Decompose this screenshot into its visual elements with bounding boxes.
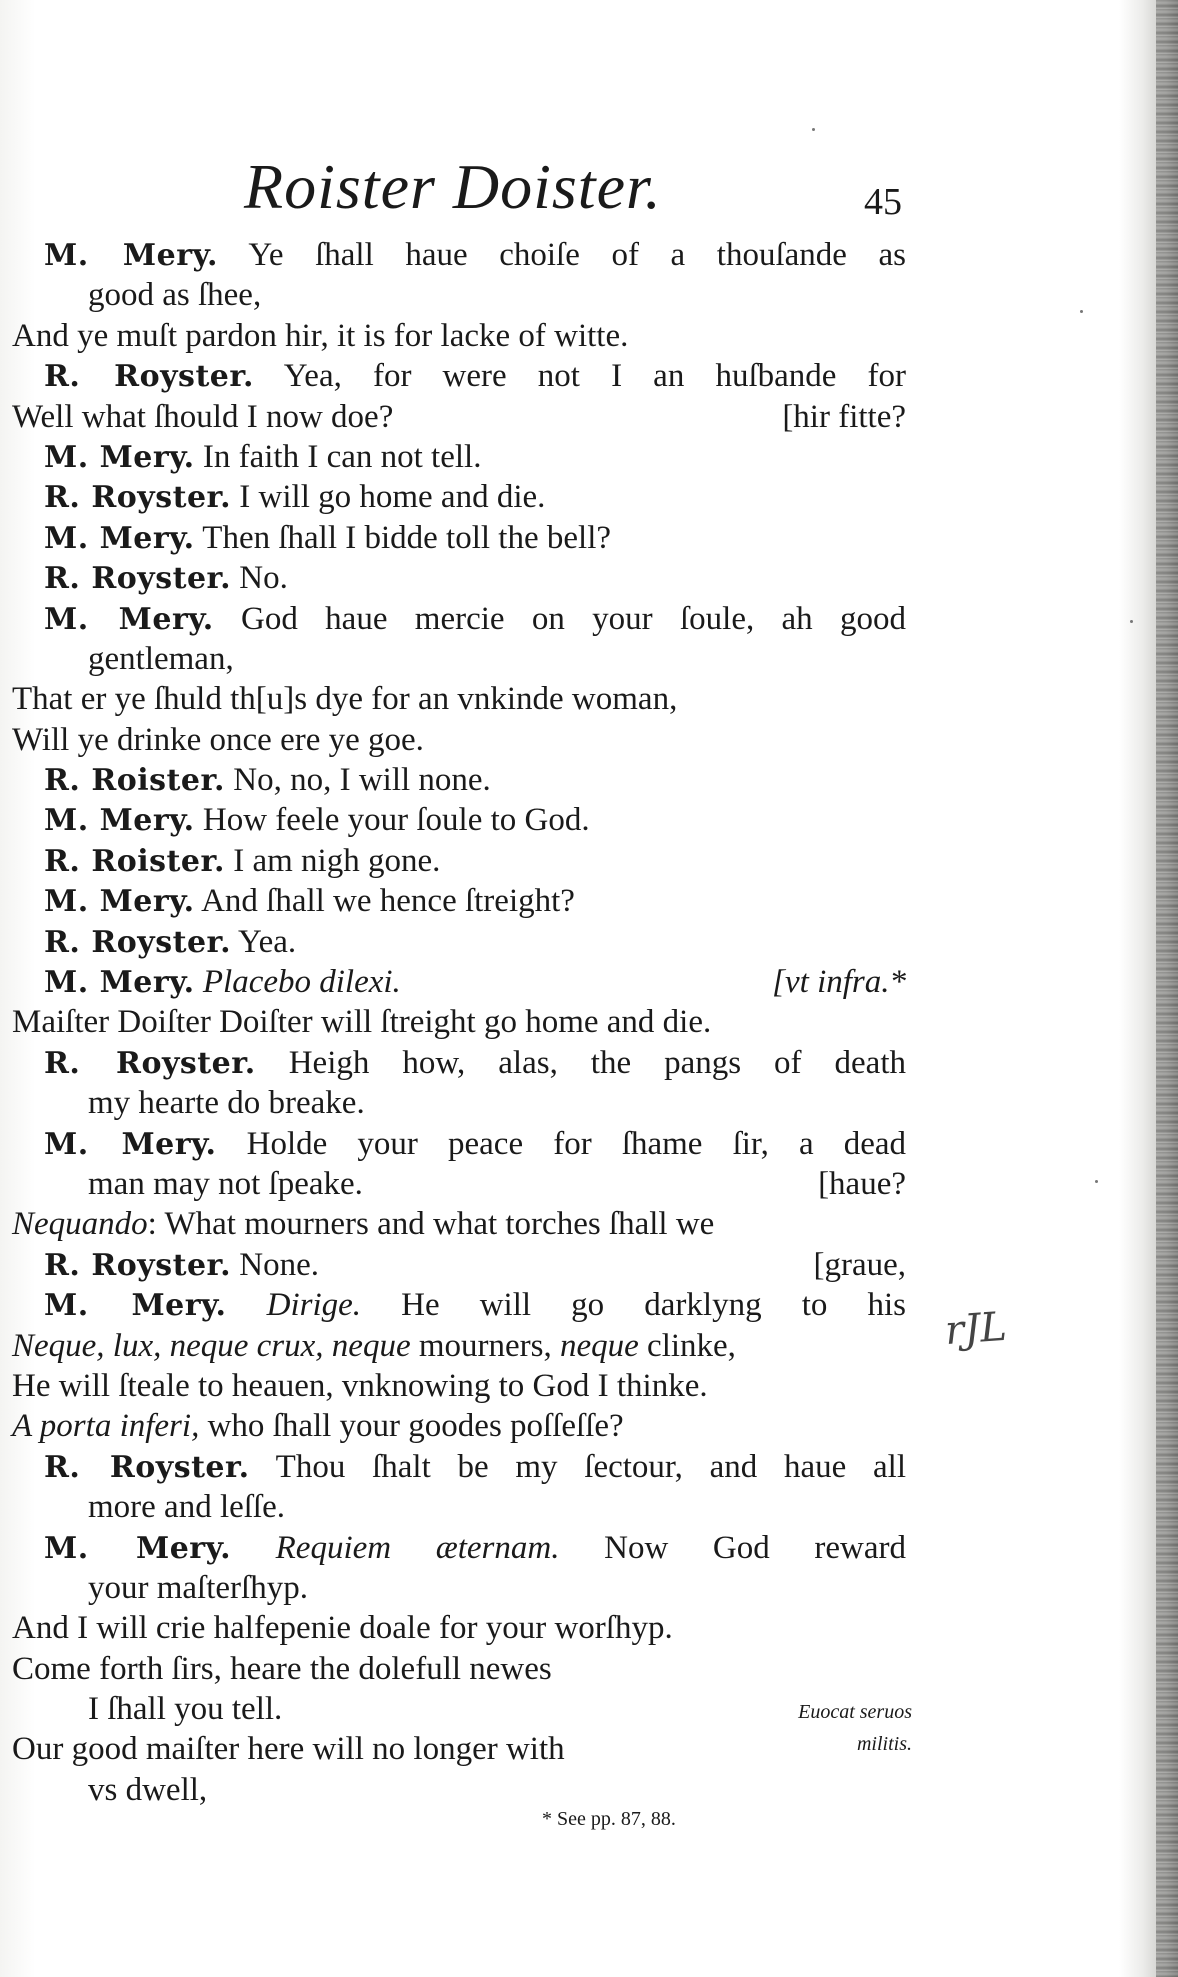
line-content <box>12 1408 624 1444</box>
speaker-name: M. Mery. <box>44 1126 217 1162</box>
line-text: Yea. <box>231 923 297 960</box>
text-line <box>0 1406 1178 1446</box>
line-content <box>88 1691 282 1727</box>
line-content <box>12 1651 552 1687</box>
text-line <box>0 477 1178 517</box>
line-content <box>44 1528 906 1569</box>
text-line <box>0 962 1178 1002</box>
line-content <box>12 1328 736 1364</box>
line-content <box>12 1731 565 1767</box>
line-content <box>44 1447 906 1488</box>
line-content <box>44 843 440 879</box>
line-content <box>44 599 906 640</box>
line-content <box>88 1166 363 1202</box>
text-line <box>0 1608 1178 1648</box>
line-content <box>44 356 906 397</box>
speaker-name: R. Royster. <box>44 1449 250 1485</box>
latin-phrase: Nequando <box>12 1206 148 1243</box>
line-text: No, no, I will none. <box>225 762 491 799</box>
speaker-name: R. Royster. <box>44 1045 256 1081</box>
line-text: : What mourners and what torches ſhall we <box>147 1206 715 1243</box>
speaker-name: M. Mery. <box>44 439 195 475</box>
text-line <box>0 800 1178 840</box>
latin-phrase: Neque, lux, neque crux, neque <box>12 1327 411 1364</box>
text-line <box>0 1043 1178 1083</box>
text-line <box>0 1204 1178 1244</box>
speaker-name: R. Roister. <box>44 843 225 879</box>
speaker-name: M. Mery. <box>44 1530 232 1566</box>
line-content <box>44 802 590 838</box>
line-content <box>44 479 545 515</box>
text-line <box>0 1164 1178 1204</box>
line-text: man may not ſpeake. <box>88 1165 363 1202</box>
text-line <box>0 1245 1178 1285</box>
text-line <box>0 1770 1178 1810</box>
line-text: Maiſter Doiſter Doiſter will ſtreight go home and die. <box>12 1004 712 1041</box>
line-text: Yea, for were not I an huſbande for <box>253 358 906 395</box>
line-text: No. <box>231 560 288 597</box>
text-line <box>0 437 1178 477</box>
right-hanging-text: [graue, <box>813 1246 906 1283</box>
speaker-name: M. Mery. <box>44 1288 227 1324</box>
line-text: I am nigh gone. <box>225 842 441 879</box>
line-content <box>12 1368 708 1404</box>
line-content <box>44 1285 906 1326</box>
line-text: God haue mercie on your ſoule, ah good <box>213 600 906 637</box>
line-text: gentleman, <box>88 640 234 677</box>
line-content <box>88 1085 365 1121</box>
running-title: Roister Doister. <box>244 151 662 222</box>
speaker-name: R. Royster. <box>44 561 232 597</box>
text-line <box>0 881 1178 921</box>
text-line <box>0 599 1178 639</box>
line-text: How feele your ſoule to God. <box>194 802 590 839</box>
line-text: my hearte do breake. <box>88 1085 365 1122</box>
line-content <box>44 1043 906 1084</box>
text-line <box>0 235 1178 275</box>
text-line <box>0 1568 1178 1608</box>
text-line <box>0 1366 1178 1406</box>
line-text: Heigh how, alas, the pangs of death <box>255 1044 906 1081</box>
stage-direction-line: militis. <box>856 1733 912 1755</box>
line-content <box>12 1004 711 1040</box>
line-content <box>88 1570 308 1606</box>
line-content <box>12 681 677 717</box>
right-hanging-text: [vt infra.* <box>772 964 906 1001</box>
page-header <box>0 150 1178 240</box>
line-text: more and leſſe. <box>88 1489 286 1526</box>
play-text <box>0 235 1178 1810</box>
text-line <box>0 841 1178 881</box>
text-line <box>0 1487 1178 1527</box>
line-text: None. <box>231 1246 320 1283</box>
line-content <box>88 641 234 677</box>
line-text: Come forth ſirs, heare the dolefull newes <box>12 1650 552 1687</box>
latin-phrase: Placebo dilexi. <box>194 964 401 1001</box>
speaker-name: M. Mery. <box>44 520 195 556</box>
line-text: I will go home and die. <box>231 479 546 516</box>
line-text: mourners, <box>410 1327 560 1364</box>
speaker-name: M. Mery. <box>44 601 214 637</box>
text-line <box>0 1649 1178 1689</box>
line-content <box>88 277 261 313</box>
line-content <box>44 1124 906 1165</box>
text-line <box>0 316 1178 356</box>
stage-direction <box>746 1696 912 1760</box>
text-line <box>0 1083 1178 1123</box>
latin-phrase: Dirige. <box>226 1287 362 1324</box>
line-text: And I will crie halfepenie doale for your worſhyp. <box>12 1610 673 1647</box>
speaker-name: R. Royster. <box>44 359 254 395</box>
line-content <box>88 1772 207 1808</box>
line-text: Now God reward <box>559 1529 906 1566</box>
line-text: Well what ſhould I now doe? <box>12 398 394 435</box>
line-content <box>12 318 628 354</box>
line-content <box>44 762 491 798</box>
text-line <box>0 1729 1178 1769</box>
text-line <box>0 558 1178 598</box>
line-content <box>12 399 393 435</box>
right-hanging-text: [hir fitte? <box>782 398 906 435</box>
line-text: good as ſhee, <box>88 277 262 314</box>
speaker-name: M. Mery. <box>44 884 195 920</box>
text-line <box>0 356 1178 396</box>
line-text: In faith I can not tell. <box>194 438 482 475</box>
speaker-name: R. Royster. <box>44 924 232 960</box>
text-line <box>0 1002 1178 1042</box>
line-text: vs dwell, <box>88 1771 208 1808</box>
text-line <box>0 275 1178 315</box>
text-line <box>0 720 1178 760</box>
text-line <box>0 1124 1178 1164</box>
line-text: Will ye drinke once ere ye goe. <box>12 721 424 758</box>
latin-phrase: Requiem æternam. <box>231 1529 560 1566</box>
line-content <box>44 883 575 919</box>
line-content <box>44 439 481 475</box>
line-text: Then ſhall I bidde toll the bell? <box>194 519 612 556</box>
footnote: * See pp. 87, 88. <box>542 1808 676 1830</box>
line-content <box>44 964 401 1000</box>
line-content <box>12 1610 673 1646</box>
line-content <box>44 924 296 960</box>
text-line <box>0 639 1178 679</box>
line-content <box>44 1247 319 1283</box>
line-text: who ſhall your goodes poſſeſſe? <box>199 1408 624 1445</box>
line-content <box>44 560 288 596</box>
speaker-name: R. Royster. <box>44 480 232 516</box>
line-text: And ſhall we hence ſtreight? <box>194 883 575 920</box>
line-content <box>12 722 424 758</box>
latin-phrase: A porta inferi, <box>12 1408 200 1445</box>
text-line <box>0 1447 1178 1487</box>
right-hanging-text: [haue? <box>818 1165 906 1202</box>
line-text: Holde your peace for ſhame ſir, a dead <box>216 1125 907 1162</box>
speaker-name: R. Royster. <box>44 1247 232 1283</box>
line-text: your maſterſhyp. <box>88 1569 308 1606</box>
speaker-name: M. Mery. <box>44 803 195 839</box>
speaker-name: M. Mery. <box>44 965 195 1001</box>
speaker-name: R. Roister. <box>44 763 225 799</box>
text-line <box>0 1528 1178 1568</box>
line-content <box>88 1489 285 1525</box>
text-line <box>0 922 1178 962</box>
line-text: I ſhall you tell. <box>88 1691 283 1728</box>
line-content <box>44 520 611 556</box>
line-text: And ye muſt pardon hir, it is for lacke of witte. <box>12 317 629 354</box>
line-text: Ye ſhall haue choiſe of a thouſande as <box>217 237 906 273</box>
line-content <box>44 235 906 276</box>
text-line <box>0 397 1178 437</box>
text-line <box>0 518 1178 558</box>
latin-phrase: neque <box>560 1327 639 1364</box>
text-line <box>0 679 1178 719</box>
line-text: He will ſteale to heauen, vnknowing to God I thinke. <box>12 1367 708 1404</box>
handwritten-marginal-note: rJL <box>943 1303 1009 1355</box>
text-line <box>0 1689 1178 1729</box>
line-text: Thou ſhalt be my ſectour, and haue all <box>249 1448 906 1485</box>
stage-direction-line: Euocat seruos <box>798 1701 912 1723</box>
page-number: 45 <box>864 181 902 223</box>
line-text: He will go darklyng to his <box>361 1287 906 1324</box>
line-text: Our good maiſter here will no longer with <box>12 1731 565 1768</box>
line-text: clinke, <box>638 1327 736 1364</box>
text-line <box>0 760 1178 800</box>
speaker-name: M. Mery. <box>44 238 218 273</box>
line-text: That er ye ſhuld th[u]s dye for an vnkinde woman, <box>12 681 678 718</box>
line-content <box>12 1206 714 1242</box>
